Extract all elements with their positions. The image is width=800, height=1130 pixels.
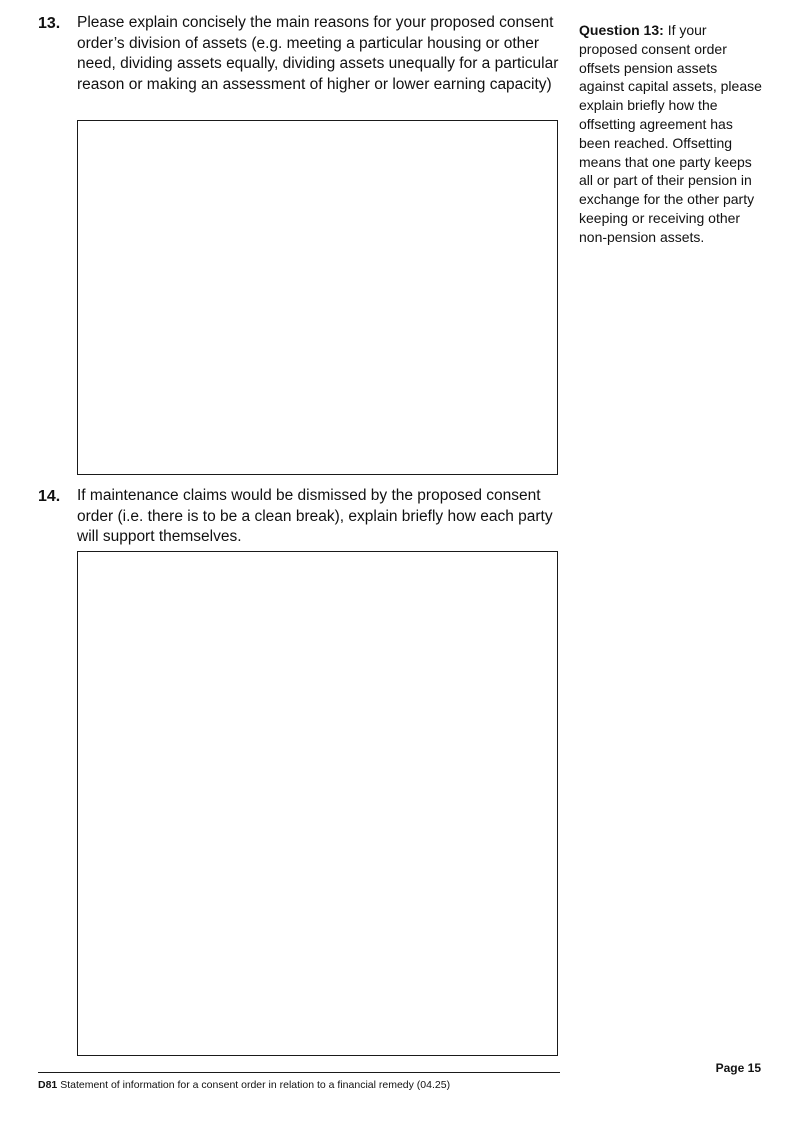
footer-divider [38, 1072, 560, 1073]
page-number: Page 15 [715, 1061, 761, 1075]
question-13-answer-field[interactable] [77, 120, 558, 475]
question-13-text: Please explain concisely the main reasons for your proposed consent order’s division of assets (e.g. meeting a particular housing or other need, dividing assets equally, dividing assets unequally for a particular reason or making an assessment of higher or lower earning capacity) [77, 14, 559, 93]
form-title: Statement of information for a consent order in relation to a financial remedy (04.25) [60, 1079, 451, 1091]
guidance-heading: Question 13: [579, 22, 664, 38]
question-14-answer-field[interactable] [77, 551, 558, 1056]
question-14-text: If maintenance claims would be dismissed by the proposed consent order (i.e. there is to be a clean break), explain briefly how each party will support themselves. [77, 487, 553, 545]
question-13-number: 13. [38, 15, 61, 32]
guidance-text: If your proposed consent order offsets pension assets against capital assets, please explain briefly how the offsetting agreement has been reached. Offsetting means that one party keeps all or part of their pension in exchange for the other party keeping or receiving other non-pension assets. [579, 22, 762, 245]
footer [38, 1078, 450, 1092]
question-13-guidance [579, 21, 764, 247]
form-code: D81 [38, 1079, 58, 1091]
question-14-number: 14. [38, 488, 61, 505]
